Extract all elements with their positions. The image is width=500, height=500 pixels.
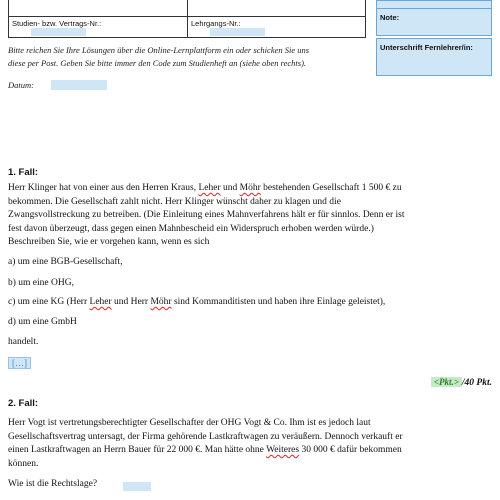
fall-1-line-3: Zwangsvollstreckung zu betreiben. (Die Einleitung eines Mahnverfahrens hält er für sinnlos. Denn er ist bbox=[8, 210, 405, 220]
datum-input[interactable] bbox=[51, 80, 107, 90]
instructions bbox=[8, 44, 373, 70]
fall-2-heading: 2. Fall: bbox=[8, 398, 39, 409]
datum-label: Datum: bbox=[8, 80, 34, 90]
fall-1-line-5: Beschreiben Sie, wie er vorgehen kann, wenn es sich bbox=[8, 237, 210, 247]
fall-1-answer-field[interactable] bbox=[8, 353, 31, 371]
form-cell-studien bbox=[9, 17, 188, 37]
instructions-line-1: Bitte reichen Sie Ihre Lösungen über die Online-Lernplattform ein oder schicken Sie uns bbox=[8, 45, 310, 55]
fall-1-points-total: /40 Pkt. bbox=[461, 378, 492, 388]
signature-label: Unterschrift Fernlehrer/in: bbox=[380, 43, 473, 52]
fall-1-item-c: c) um eine KG (Herr Leher und Herr Möhr sind Kommanditisten und haben ihre Einlage geleistet), bbox=[8, 297, 386, 307]
fall-1-points-input[interactable]: <Pkt.> bbox=[431, 377, 462, 387]
fall-1-line-4: fest davon überzeugt, dass gegen einen Mahnbescheid ein Widerspruch erhoben werden würde.) bbox=[8, 223, 374, 234]
lehrgangs-label: Lehrgangs-Nr.: bbox=[191, 19, 241, 28]
form-cell-top-left bbox=[9, 0, 188, 16]
form-cell-lehrgangs bbox=[188, 17, 364, 37]
fall-2-line-2: Gesellschaftsvertrag untersagt, der Firma gehörende Lastkraftwagen zu veräußern. Dennoch verkauft er bbox=[8, 431, 403, 442]
header-form-table bbox=[8, 0, 366, 38]
fall-2-question: Wie ist die Rechtslage? bbox=[8, 479, 98, 489]
fall-1-item-a: a) um eine BGB-Gesellschaft, bbox=[8, 257, 123, 267]
form-row-top bbox=[9, 0, 365, 17]
fall-2-line-3: einen Lastkraftwagen an Herrn Bauer für 22 000 €. Man hätte ohne Weiteres 30 000 € dafür bekommen bbox=[8, 445, 402, 455]
fall-2-answer-field[interactable] bbox=[123, 482, 151, 491]
fall-2-line-1: Herr Vogt ist vertretungsberechtigter Gesellschafter der OHG Vogt & Co. Ihm ist es jedoch laut bbox=[8, 418, 371, 428]
fall-1-item-d: d) um eine GmbH bbox=[8, 317, 77, 327]
studien-input[interactable] bbox=[31, 28, 86, 36]
form-row-bottom bbox=[9, 17, 365, 37]
fall-1-item-b: b) um eine OHG, bbox=[8, 278, 74, 288]
fall-1-line-1: Herr Klinger hat von einer aus den Herren Kraus, Leher und Möhr bestehenden Gesellschaft 1 500 € zu bbox=[8, 183, 402, 193]
studien-label: Studien- bzw. Vertrags-Nr.: bbox=[12, 19, 102, 28]
lehrgangs-input[interactable] bbox=[210, 28, 265, 36]
signature-box[interactable] bbox=[376, 38, 492, 76]
fall-1-heading: 1. Fall: bbox=[8, 167, 39, 178]
instructions-line-2: diese per Post. Geben Sie bitte immer den Code zum Studienheft an (siehe oben rechts). bbox=[8, 58, 307, 68]
note-box[interactable] bbox=[376, 8, 492, 36]
fall-1-paragraph bbox=[8, 182, 494, 250]
note-label: Note: bbox=[380, 13, 400, 22]
fall-1-handelt: handelt. bbox=[8, 337, 39, 347]
fall-2-paragraph bbox=[8, 417, 494, 471]
fall-1-points bbox=[431, 372, 492, 390]
fall-1-line-2: bekommen. Die Gesellschaft zahlt nicht. Herr Klinger wünscht daher zu klagen und die bbox=[8, 196, 341, 207]
fall-1-answer-text: […] bbox=[8, 357, 31, 369]
fall-2-line-4: können. bbox=[8, 458, 39, 469]
